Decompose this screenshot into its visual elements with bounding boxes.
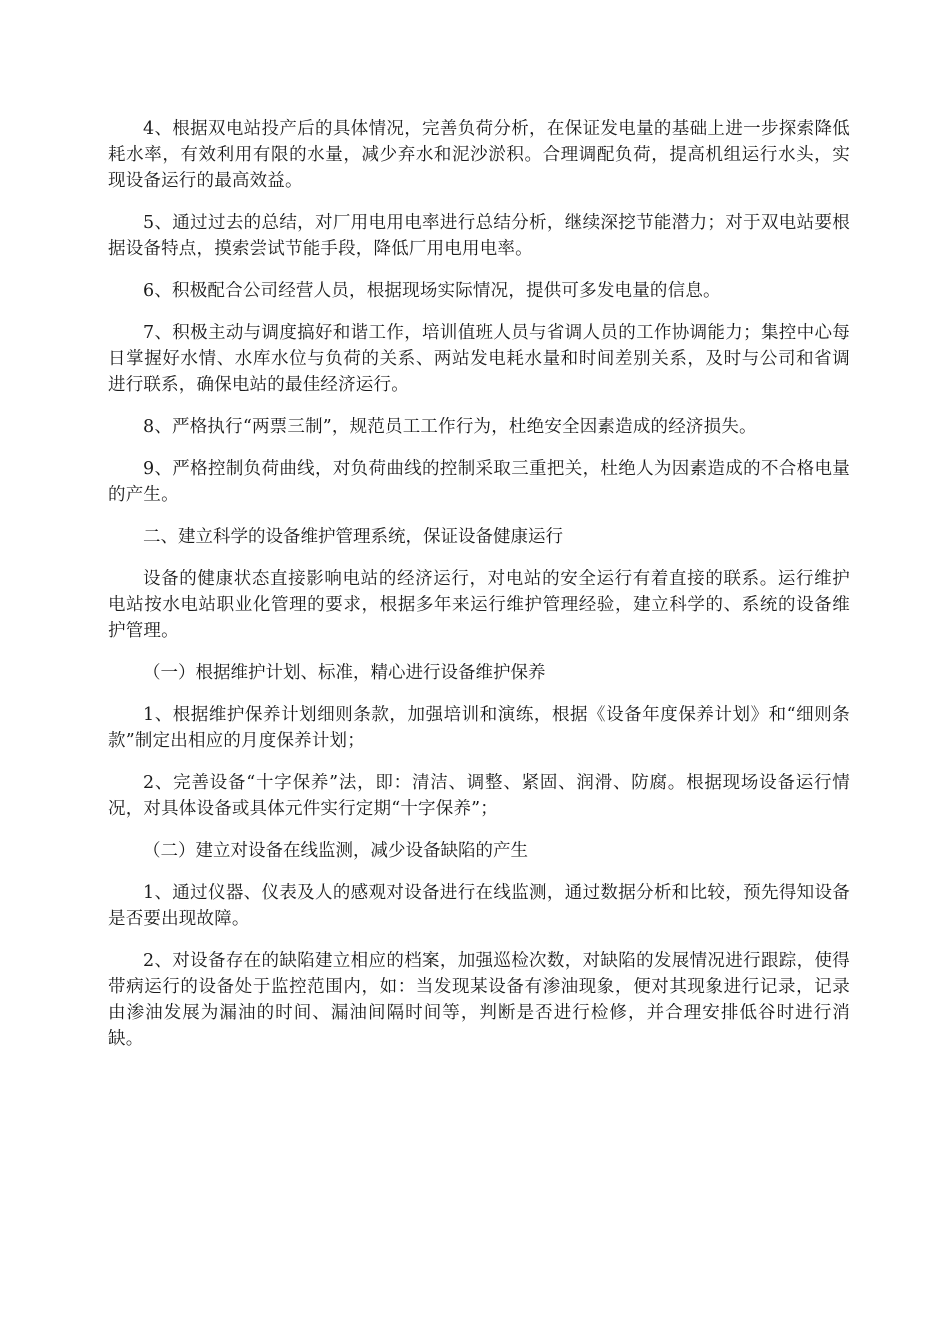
subsection-heading-1: （一）根据维护计划、标准，精心进行设备维护保养 <box>143 663 546 683</box>
document-page <box>108 116 850 1068</box>
paragraph-item-8: 8、严格执行“两票三制”，规范员工工作行为，杜绝安全因素造成的经济损失。 <box>143 417 757 437</box>
subsection-1-item-2: 2、完善设备“十字保养”法，即：清洁、调整、紧固、润滑、防腐。根据现场设备运行情况，对具体设备或具体元件实行定期“十字保养”； <box>108 773 850 819</box>
subsection-2-item-1: 1、通过仪器、仪表及人的感观对设备进行在线监测，通过数据分析和比较，预先得知设备是否要出现故障。 <box>108 883 850 929</box>
paragraph-item-7: 7、积极主动与调度搞好和谐工作，培训值班人员与省调人员的工作协调能力；集控中心每日掌握好水情、水库水位与负荷的关系、两站发电耗水量和时间差别关系，及时与公司和省调进行联系，确保电站的最佳经济运行。 <box>108 323 850 395</box>
paragraph-item-9: 9、严格控制负荷曲线，对负荷曲线的控制采取三重把关，杜绝人为因素造成的不合格电量的产生。 <box>108 459 850 505</box>
subsection-heading-2: （二）建立对设备在线监测，减少设备缺陷的产生 <box>143 841 528 861</box>
subsection-1-item-1: 1、根据维护保养计划细则条款，加强培训和演练，根据《设备年度保养计划》和“细则条款”制定出相应的月度保养计划； <box>108 705 850 751</box>
paragraph-item-6: 6、积极配合公司经营人员，根据现场实际情况，提供可多发电量的信息。 <box>143 281 721 301</box>
subsection-2-item-2: 2、对设备存在的缺陷建立相应的档案，加强巡检次数，对缺陷的发展情况进行跟踪，使得带病运行的设备处于监控范围内，如：当发现某设备有渗油现象，便对其现象进行记录，记录由渗油发展为漏油的时间、漏油间隔时间等，判断是否进行检修，并合理安排低谷时进行消缺。 <box>108 951 850 1049</box>
paragraph-item-5: 5、通过过去的总结，对厂用电用电率进行总结分析，继续深挖节能潜力；对于双电站要根据设备特点，摸索尝试节能手段，降低厂用电用电率。 <box>108 213 850 259</box>
section-heading-2: 二、建立科学的设备维护管理系统，保证设备健康运行 <box>143 527 563 547</box>
paragraph-item-4: 4、根据双电站投产后的具体情况，完善负荷分析，在保证发电量的基础上进一步探索降低耗水率，有效利用有限的水量，减少弃水和泥沙淤积。合理调配负荷，提高机组运行水头，实现设备运行的最高效益。 <box>108 119 850 191</box>
section-intro-paragraph: 设备的健康状态直接影响电站的经济运行，对电站的安全运行有着直接的联系。运行维护电站按水电站职业化管理的要求，根据多年来运行维护管理经验，建立科学的、系统的设备维护管理。 <box>108 569 850 641</box>
